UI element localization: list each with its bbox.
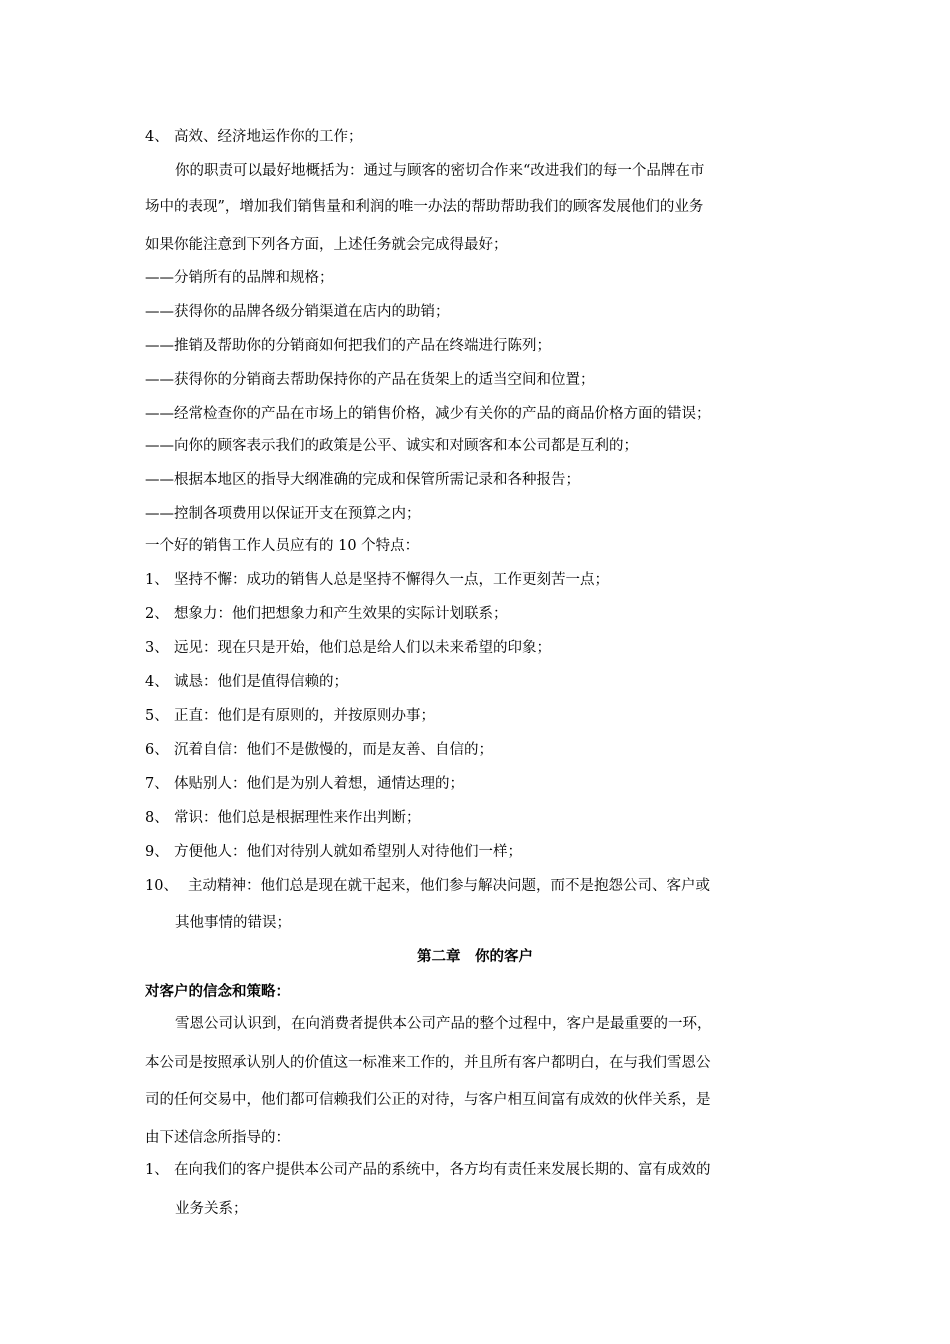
list-number: 6、: [145, 742, 169, 758]
trait-item: [145, 570, 609, 590]
list-number: 3、: [145, 640, 169, 656]
list-text: 想象力：他们把想象力和产生效果的实际计划联系；: [174, 606, 508, 622]
trait-item: [145, 672, 348, 692]
section-paragraph-line-1: 雪恩公司认识到，在向消费者提供本公司产品的整个过程中，客户是最重要的一环，: [175, 1016, 712, 1032]
trait-item: [145, 740, 493, 760]
list-number: 7、: [145, 776, 169, 792]
list-number: 1、: [145, 1162, 169, 1178]
dash-item: ——推销及帮助你的分销商如何把我们的产品在终端进行陈列；: [145, 338, 551, 354]
dash-item: ——获得你的分销商去帮助保持你的产品在货架上的适当空间和位置；: [145, 372, 595, 388]
list-number: 8、: [145, 810, 169, 826]
dash-item: ——分销所有的品牌和规格；: [145, 270, 334, 286]
list-text: 沉着自信：他们不是傲慢的，而是友善、自信的；: [174, 742, 493, 758]
trait-item: [145, 706, 435, 726]
list-number: 10、: [145, 878, 178, 894]
list-text: 方便他人：他们对待别人就如希望别人对待他们一样；: [174, 844, 522, 860]
list-number: 2、: [145, 606, 169, 622]
list-number: 9、: [145, 844, 169, 860]
list-text: 正直：他们是有原则的，并按原则办事；: [174, 708, 435, 724]
section-paragraph-line-2: 本公司是按照承认别人的价值这一标准来工作的，并且所有客户都明白，在与我们雪恩公: [145, 1055, 711, 1071]
section-heading: 对客户的信念和策略：: [145, 984, 290, 1000]
trait-item: [145, 774, 464, 794]
dash-item: ——获得你的品牌各级分销渠道在店内的助销；: [145, 304, 450, 320]
section-paragraph-line-4: 由下述信念所指导的：: [145, 1130, 290, 1146]
list-text: 诚恳：他们是值得信赖的；: [174, 674, 348, 690]
list-text: 常识：他们总是根据理性来作出判断；: [174, 810, 421, 826]
traits-heading: 一个好的销售工作人员应有的 10 个特点：: [145, 538, 420, 554]
list-text: 在向我们的客户提供本公司产品的系统中，各方均有责任来发展长期的、富有成效的: [174, 1162, 711, 1178]
trait-item-10-continuation: 其他事情的错误；: [175, 915, 291, 931]
dash-item: ——根据本地区的指导大纲准确的完成和保管所需记录和各种报告；: [145, 472, 580, 488]
list-text: 主动精神：他们总是现在就干起来，他们参与解决问题，而不是抱怨公司、客户或: [188, 878, 710, 894]
trait-item: [145, 842, 522, 862]
chapter-title: 第二章 你的客户: [417, 949, 533, 965]
list-text: 体贴别人：他们是为别人着想，通情达理的；: [174, 776, 464, 792]
intro-paragraph-line-3: 如果你能注意到下列各方面，上述任务就会完成得最好；: [145, 237, 508, 253]
trait-item: [145, 604, 508, 624]
list-text: 远见：现在只是开始，他们总是给人们以未来希望的印象；: [174, 640, 551, 656]
trait-item: [145, 638, 551, 658]
intro-item-4: [145, 127, 363, 147]
list-number: 4、: [145, 674, 169, 690]
intro-paragraph-line-1: 你的职责可以最好地概括为：通过与顾客的密切合作来“改进我们的每一个品牌在市: [175, 163, 705, 179]
list-number: 5、: [145, 708, 169, 724]
intro-paragraph-line-2: 场中的表现”，增加我们销售量和利润的唯一办法的帮助帮助我们的顾客发展他们的业务: [145, 199, 704, 215]
dash-item: ——控制各项费用以保证开支在预算之内；: [145, 506, 421, 522]
belief-item-1: [145, 1160, 711, 1180]
list-number: 4、: [145, 129, 169, 145]
belief-item-1-continuation: 业务关系；: [175, 1201, 248, 1217]
list-text: 高效、经济地运作你的工作；: [174, 129, 363, 145]
trait-item: [145, 808, 421, 828]
trait-item-10: [145, 876, 710, 896]
section-paragraph-line-3: 司的任何交易中，他们都可信赖我们公正的对待，与客户相互间富有成效的伙伴关系，是: [145, 1092, 711, 1108]
list-number: 1、: [145, 572, 169, 588]
dash-item: ——向你的顾客表示我们的政策是公平、诚实和对顾客和本公司都是互利的；: [145, 438, 638, 454]
dash-item: ——经常检查你的产品在市场上的销售价格，减少有关你的产品的商品价格方面的错误；: [145, 406, 711, 422]
list-text: 坚持不懈：成功的销售人总是坚持不懈得久一点，工作更刻苦一点；: [174, 572, 609, 588]
